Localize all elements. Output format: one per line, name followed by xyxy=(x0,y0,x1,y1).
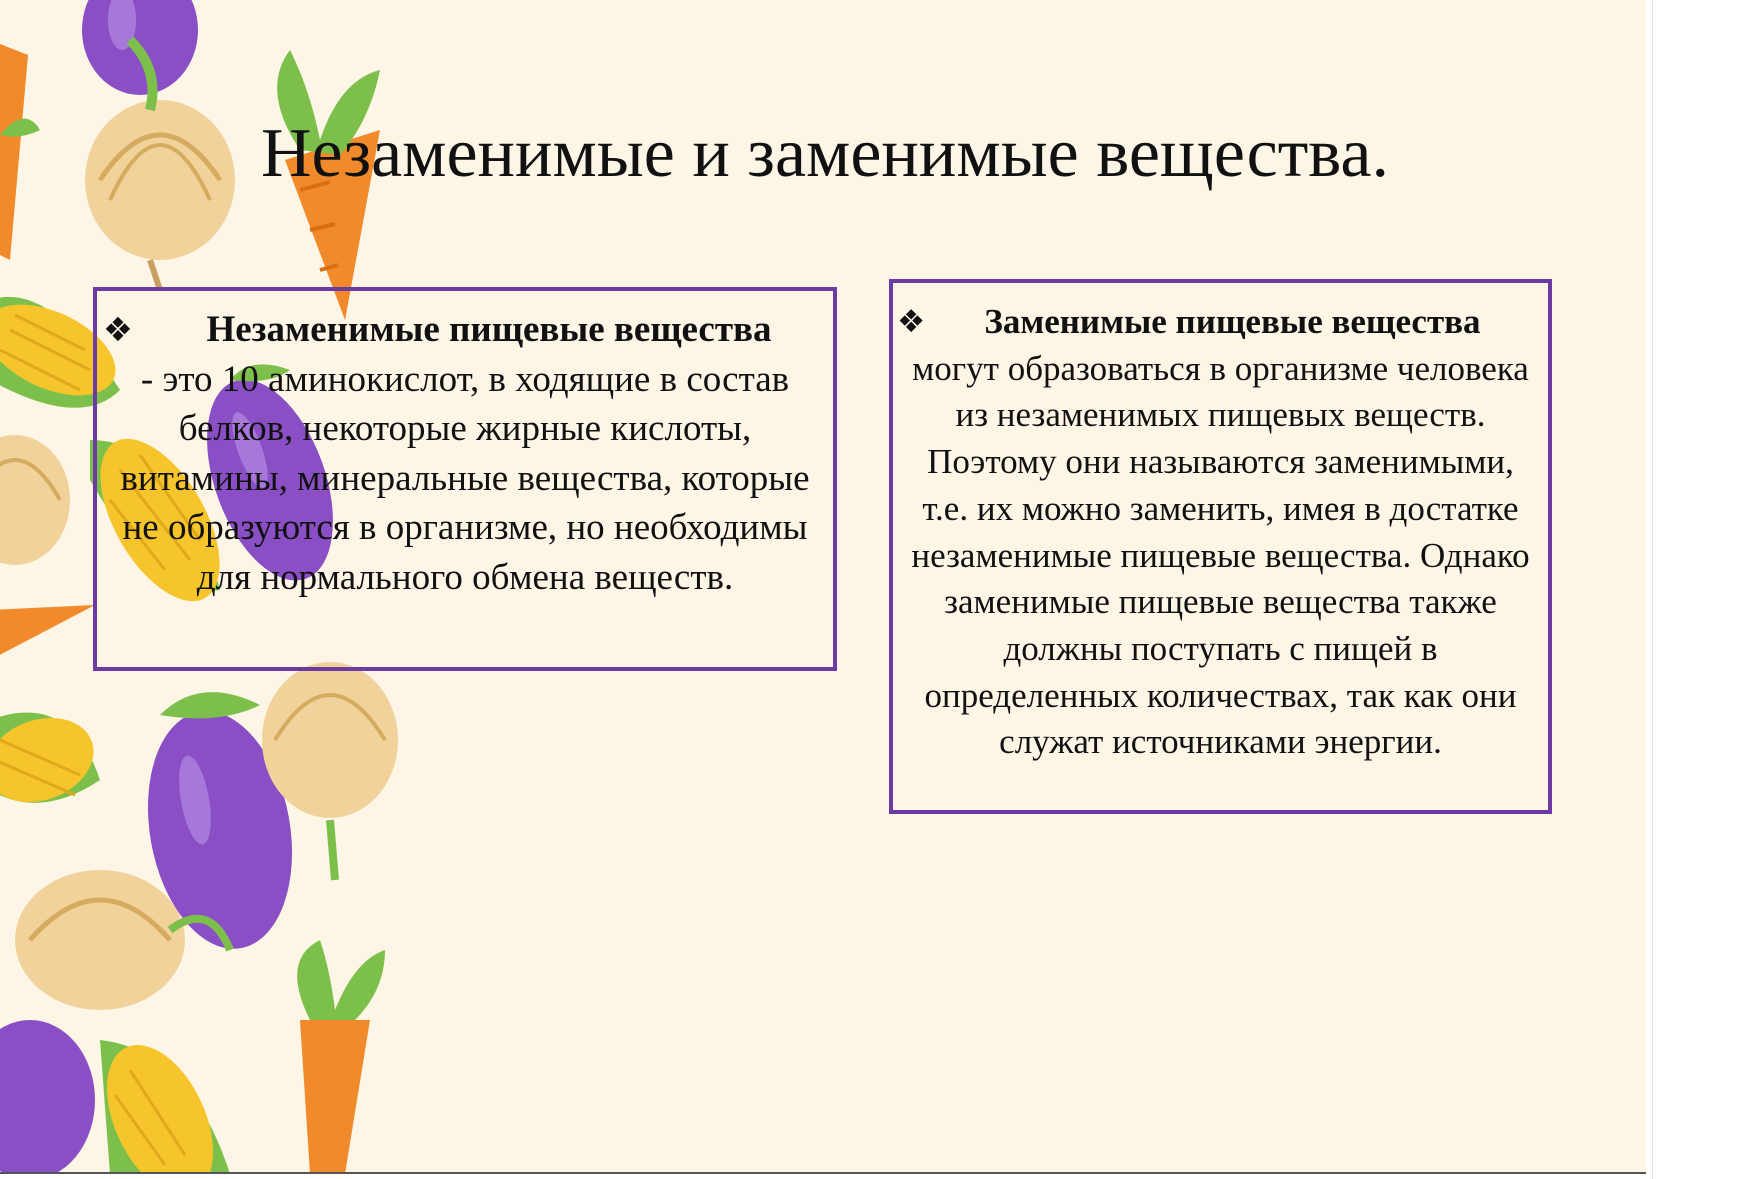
essential-nutrients-heading: Незаменимые пищевые вещества xyxy=(206,309,772,350)
editor-margin xyxy=(1646,0,1747,1179)
carrot-illustration xyxy=(297,940,385,1174)
corn-illustration xyxy=(0,704,105,817)
nonessential-nutrients-heading: Заменимые пищевые вещества xyxy=(984,302,1481,341)
diamond-bullet-icon: ❖ xyxy=(897,304,926,340)
carrot-illustration xyxy=(0,605,95,660)
margin-divider xyxy=(1652,0,1653,1179)
nonessential-nutrients-heading-row xyxy=(897,299,1540,346)
essential-nutrients-heading-row xyxy=(103,305,819,355)
nonessential-nutrients-text: могут образоваться в организме человека из незаменимых пищевых веществ. Поэтому они называются заменимыми, т.е. их можно заменить, имея в достатке незаменимые пищевые вещества. Однако заменимые пищевые вещества также должны поступать с пищей в определенных количествах, так как они служат источниками энергии. xyxy=(911,348,1530,762)
carrot-illustration xyxy=(0,40,40,260)
page-title: Незаменимые и заменимые вещества. xyxy=(260,115,1390,192)
nonessential-nutrients-box xyxy=(889,279,1552,814)
eggplant-illustration xyxy=(0,1020,95,1174)
essential-nutrients-box xyxy=(93,287,837,671)
onion-illustration xyxy=(0,435,70,565)
essential-nutrients-text: - это 10 аминокислот, в ходящие в состав белков, некоторые жирные кислоты, витамины, минеральные вещества, которые не образуются в организме, но необходимы для нормального обмена веществ. xyxy=(120,358,810,598)
corn-illustration xyxy=(85,1028,234,1174)
diamond-bullet-icon: ❖ xyxy=(103,310,133,349)
slide-bottom-divider xyxy=(0,1172,1646,1174)
